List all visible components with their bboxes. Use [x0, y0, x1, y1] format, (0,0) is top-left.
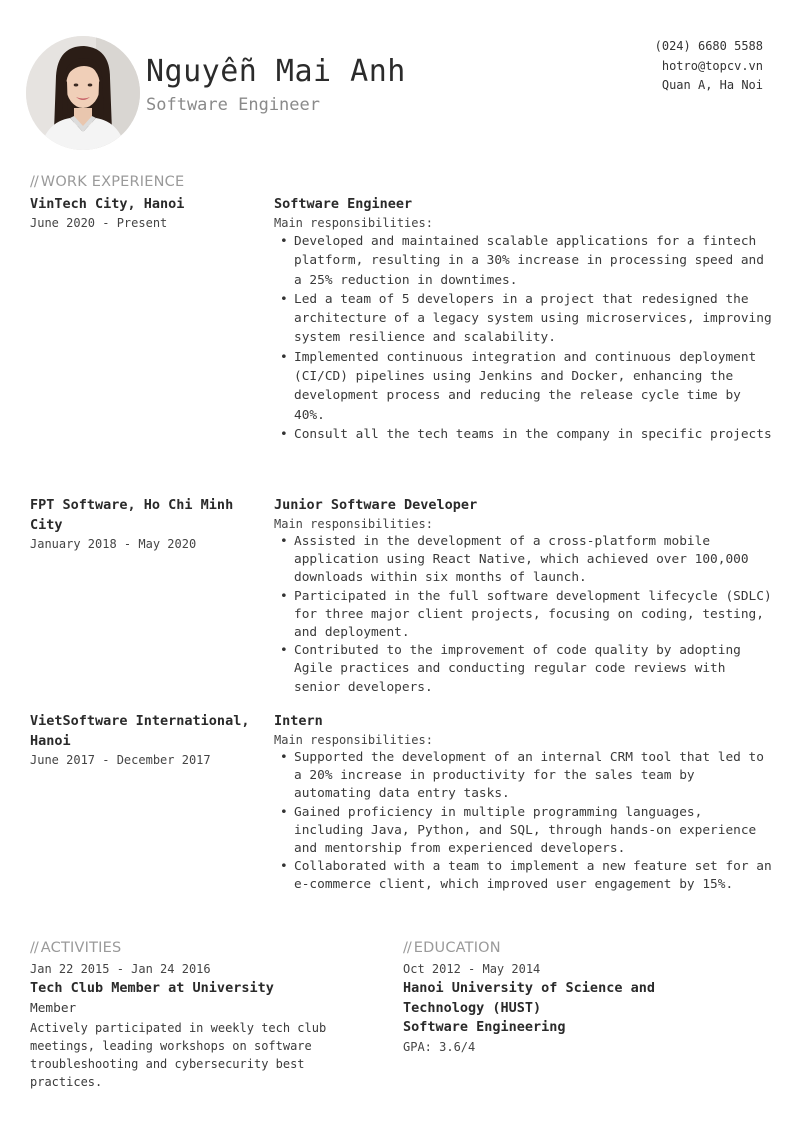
responsibilities-label: Main responsibilities: — [274, 517, 433, 531]
job-title: Software Engineer — [274, 196, 413, 212]
candidate-role: Software Engineer — [146, 95, 320, 115]
heading-text: WORK EXPERIENCE — [40, 174, 185, 190]
responsibility-item: • Led a team of 5 developers in a project that redesigned the architecture of a legacy system using microservices, improving system resilience and scalability. — [294, 290, 774, 348]
profile-photo — [26, 36, 140, 150]
responsibility-list — [274, 533, 774, 697]
responsibility-item: • Gained proficiency in multiple programming languages, including Java, Python, and SQL, through hands-on experience and mentorship from experienced developers. — [294, 804, 774, 859]
school-name: Hanoi University of Science and Technology (HUST) — [403, 980, 655, 1016]
avatar — [26, 36, 140, 150]
work-experience-heading — [30, 174, 184, 190]
responsibility-item: • Supported the development of an internal CRM tool that led to a 20% increase in productivity for the sales team by automating data entry tasks. — [294, 749, 774, 804]
address: Quan A, Ha Noi — [661, 78, 763, 92]
candidate-name: Nguyễn Mai Anh — [146, 54, 406, 89]
activity-entry — [30, 960, 370, 1091]
education-heading — [403, 940, 501, 956]
responsibility-item: • Collaborated with a team to implement a new feature set for an e-commerce client, which improved user engagement by 15%. — [294, 858, 774, 894]
heading-text: EDUCATION — [413, 940, 501, 956]
heading-slash: // — [30, 174, 38, 190]
activity-org: Member — [30, 1000, 77, 1016]
job-dates: June 2020 - Present — [30, 216, 168, 230]
responsibility-list — [274, 232, 774, 444]
email-address: hotro@topcv.vn — [661, 58, 763, 73]
company-name: FPT Software, Ho Chi Minh City — [30, 497, 234, 533]
heading-text: ACTIVITIES — [40, 940, 122, 956]
responsibility-item: • Implemented continuous integration and continuous deployment (CI/CD) pipelines using Jenkins and Docker, enhancing the development process and reducing the release cycle time by 40%. — [294, 348, 774, 425]
gpa: GPA: 3.6/4 — [403, 1039, 476, 1054]
activity-dates: Jan 22 2015 - Jan 24 2016 — [30, 962, 211, 976]
job-title: Junior Software Developer — [274, 497, 478, 513]
contact-block — [655, 37, 763, 96]
responsibility-item: • Developed and maintained scalable applications for a fintech platform, resulting in a 30% increase in processing speed and a 25% reduction in downtimes. — [294, 232, 774, 290]
responsibility-list — [274, 749, 774, 895]
phone-number: (024) 6680 5588 — [654, 39, 763, 53]
job-dates: January 2018 - May 2020 — [30, 537, 197, 551]
education-dates: Oct 2012 - May 2014 — [403, 962, 541, 976]
responsibility-item: • Assisted in the development of a cross-platform mobile application using React Native, which achieved over 100,000 downloads within six months of launch. — [294, 533, 774, 588]
responsibilities-label: Main responsibilities: — [274, 733, 433, 747]
major: Software Engineering — [403, 1019, 566, 1035]
education-entry — [403, 960, 723, 1057]
company-name: VinTech City, Hanoi — [30, 196, 185, 212]
activity-description: Actively participated in weekly tech club meetings, leading workshops on software troubleshooting and cybersecurity best practices. — [30, 1020, 327, 1090]
heading-slash: // — [403, 940, 411, 956]
heading-slash: // — [30, 940, 38, 956]
activity-role: Tech Club Member at University — [30, 980, 274, 996]
responsibility-item: • Contributed to the improvement of code quality by adopting Agile practices and conducting regular code reviews with senior developers. — [294, 642, 774, 697]
job-title: Intern — [274, 713, 323, 729]
responsibility-item: • Participated in the full software development lifecycle (SDLC) for three major client projects, focusing on coding, testing, and deployment. — [294, 588, 774, 643]
activities-heading — [30, 940, 121, 956]
job-dates: June 2017 - December 2017 — [30, 753, 211, 767]
responsibility-item: • Consult all the tech teams in the company in specific projects — [294, 425, 774, 444]
company-name: VietSoftware International, Hanoi — [30, 713, 250, 749]
responsibilities-label: Main responsibilities: — [274, 216, 433, 230]
